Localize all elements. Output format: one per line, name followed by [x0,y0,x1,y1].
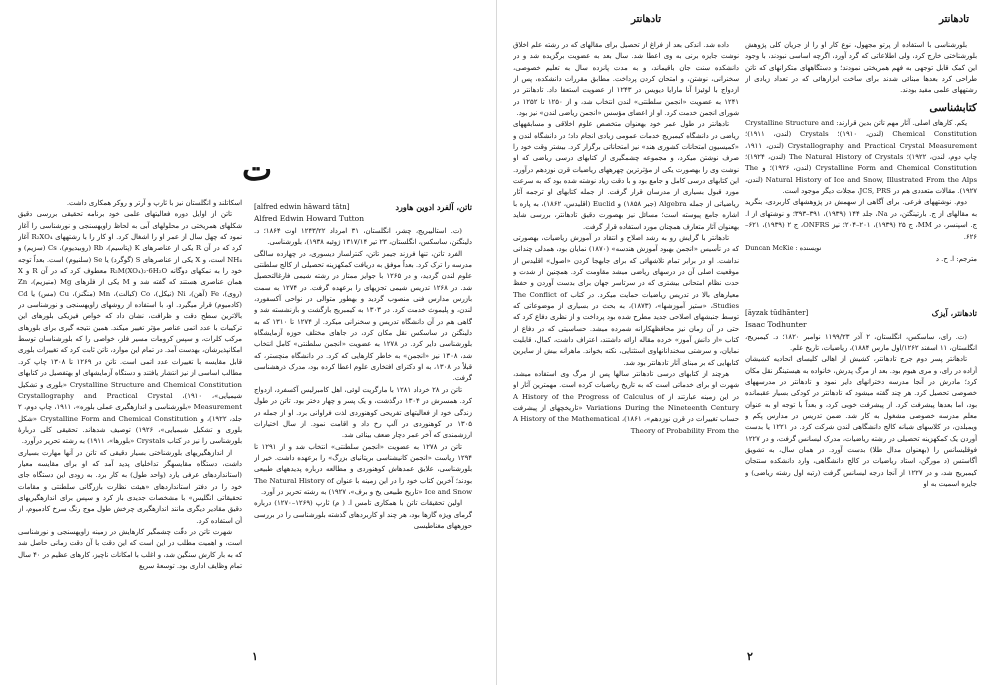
entry-transliteration: [āyzak tūdhānter] [745,308,809,317]
paragraph: تادهانتر در طول عمر خود بهعنوان متخصص علوم اخلاقی و مسابقههای ریاضی در دانشگاه کیمبریج خدمات عمومی زیادی انجام داد؛ در دانشگاه لندن و «کمیسیون امتحانات کشوری هند» نیز امتحاناتی برگزار کرد. بیشتر وقت خود را صرف نوشتن میکرد، و مجموعه چشمگیری از کتابهای درسی ریاضی که او نوشت وی را بهصورت یکی از مؤثرترین چهرههای ریاضیات قرن نوزدهم درآورد. این کتابهای درسی کامل و جامع بود و با دقت زیاد نوشته شده بود که به سرعت مورد قبول بسیاری از مدرسان قرار گرفت. از جمله کتابهای او ترجمه آثار ریاضیاتی از جمله Algebra (جبر ۱۸۵۸) و Euclid (اقلیدس، ۱۸۶۲)، به پاره با اشاره جامع پیوسته است؛ مسائل نیز بهصورت دقیق تادهانتر، بررسی شاید بهعنوان آثار متعارف همچنان مورد استفاده قرار گرفت. [513,120,739,231]
paragraph: تاتن در ۲۸ خرداد ۱۲۸۱ با مارگریت لوئی، اهل کامبرلیس آکسفرد، ازدواج کرد. همسرش در ۱۳۰۴ درگذشت، و یک پسر و چهار دختر بود. تاتن در طول زندگی خود از فعالیتهای تفریحی کوهنوردی لذت فراوانی برد. او از جمله در ۱۳۰۵ در کوهنوردی در آلپ رخ داد و اقامت نمود. از سال اختیارات ارزشمندی که آخر عمر دچار ضعف بینائی شد. [254,385,472,440]
left-page-col-right [254,198,472,648]
entry-header [254,202,472,226]
page-number: ۲ [747,650,753,663]
page-number: ۱ [252,650,258,663]
right-page-col2 [513,40,739,645]
paragraph: اسکاتلند و انگلستان نیز با ثارپ و آرتر و روکر همکاری داشت. [66,199,242,207]
running-head-outer: تادهانتر [939,14,969,25]
entry-english-name: Isaac Todhunter [745,319,807,329]
entry-transliteration: [alfred edwin hāward tātn] [254,203,350,211]
paragraph: از اندازهگیریهای بلورشناختی بسیار دقیقی که تاتن در آنها مهارت بسیاری داشت، دستگاه مقایسهگر تداخلیای پدید آمد که او برای مقایسه معیار (استانداردهای عرفی یارد (واحد طول) به کار برد. به زودی این دستگاه جای خود را در دفتر استانداردهای «هیئت نظارت بازرگانی سلطنتی و مقامات تحقیقاتی انگلیس» با مشخصات جدیدی باز کرد و سپس برای اندازهگیریهای دقیق مقادیر دیگری مانند اندازهگیری چرخش طول موج رنگ سرخ کادمیوم، از آن استفاده کرد. [18,448,242,525]
paragraph: اولین تحقیقات تاتن با همکاری تامس ا. ( م) ثارپ (۱۲۶۹–۱۲۷۰) درباره گرمای ویژه گازها بود، هر چند او کاربردهای گذشته بلورشناسی را در بررسی حوزههای مغناطیسی [254,499,472,530]
paragraph: تاتن از اوایل دوره فعالیتهای علمی خود برنامه تحقیقی بررسی دقیق شکلهای همریختی در محلولهای آبی به لحاظ زاویهسنجی و نورشناسی را آغاز نمود که چهل سال از عمر او را اشغال کرد. او کار را با رشتههای R₂XO₄ آغاز کرد که در آن R یکی از عناصرهای K (پتاسیم)، Rb (روبیدیوم)، Cs (سزیم) و NH₄ است، و X یکی از عناصرهای S (گوگرد) یا Se (سلنیوم) است. بعداً توجه خود را به نمکهای دوگانه R₂M(XO₄)₂·6H₂O معطوف کرد که در آن R و X همان عناصری هستند که گفته شد و M یکی از فلزهای Mg (منیزیم)، Zn (روی)، Fe (آهن)، Ni (نیکل)، Co (کبالت)، Mn (منگنز)، Cu (مس) یا Cd (کادمیوم) قرار میگیرد. او، با استفاده از روشهای زاویهسنجی و نورشناسی در بالاترین سطح دقت و ظرافت، نشان داد که خواص فیزیکی بلورهای این ترکیبات با عدد اتمی عناصر مؤثر تغییر میکند. همین نتیجه گیری برای بلورهای مرکب کلرات، و سپس کرومات مسیر فلز، خواصی را که بلورشناسان توسط امکانپذیرشان، بهدست آمد. در تمام این موارد، تاتن ثابت کرد که تغییرات بلوری قابل مقایسه با تغییرات عدد اتمی است. تاتن در ۱۲۶۹ تا ۱۳۰۸ چاپ کرد. مطالب اساسی از نیز انتشار یافتند و دستگاه آزمایشهای او بهتفصیل در کتابهای Crystalline Structure and Chemical Constitution «بلوری و تشکیل شیمیایی»، ۱۹۱۰)، Crystallography and Practical Crystal Measurement «بلورشناسی و اندازهگیری عملی بلوره»، ۱۹۱۱، چاپ دوم، ۲ جلد، ۱۹۲۲)، و Crystalline Form and Chemical Constitution «شکل بلوری و تشکیل شیمیایی»، ۱۹۲۶) توصیف شدهاند. تحقیقی کلی دربارهٔ بلورشناسی را نیز در کتاب Crystals «بلورها»، ۱۹۱۱) به رشته تحریر درآورد. [18,210,242,446]
running-head-inner: تادهانتر [631,14,661,25]
right-page [497,0,991,685]
bibliography-item: یکم. کارهای اصلی. آثار مهم تاتن بدین قرارند: Crystalline Structure and Chemical Constitution (لندن، ۱۹۱۰)؛ Crystals (لندن، ۱۹۱۱)؛ Crystallography and Practical Crystal Measurement (لندن، ۱۹۱۱، چاپ دوم، لندن، ۱۹۲۲)؛ The Natural History of Crystals (لندن، ۱۹۲۴)؛ Crystalline Form and Chemical Constitution (لندن، ۱۹۲۶)؛ و The Natural History of Ice and Snow, Illustrated From the Alps (لندن، ۱۹۲۷). مقالات متعددی هم در JCS, PRS، مجلات دیگر موجود است. [745,119,977,196]
left-page-col-left [18,198,242,648]
entry-title: تادهانتر، آیزک [931,307,977,318]
bibliography-title: کتابشناسی [929,101,977,114]
paragraph: (ت. استالیبریج، چشر، انگلستان، ۳۱ امرداد ۱۲۴۳/۲۲ اوت ۱۸۶۴؛ د. دلینگتن، ساسکس، انگلستان، ۲۳ تیر ۱۳۱۷/۱۴ ژوئیه ۱۹۳۸)، بلورشناسی. [254,227,472,247]
paragraph: شهرت تاتن در دقّت چشمگیر کارهایش در زمینه زاویهسنجی و نورشناسی است، و اهمیت مطلب در این است که این دقت با آن دقت زمانی حاصل شد که به بار کارش سنگین شد، و اغلب با امکانات ناچیز، کارهای عظیم در ۴۰ سال تمام وظایف اداری بود. توسعهٔ سریع [18,527,242,570]
paragraph: بلورشناسی با استفاده از پرتو مجهول، نوع کار او را از جریان کلی پژوهش بلورشناختی خارج کرد، ولی اطلاعاتی که گرد آورد، اگرچه اساسی نبودند، با وجود این کمک قابل توجهی به فهم همریختی نمودند؛ و دستگاههای متکرانهای که تاتن طراحی کرد بعدها مبنائی شدند برای ساخت ابزارهائی که در تعداد زیادی از رشتههای علمی مفید بودند. [745,41,977,95]
section-letter: ت [242,150,273,188]
paragraph: هرچند از کتابهای درسی تادهانتر سالها پس از مرگ وی استفاده میشد، شهرت او برای خدماتی است که به تاریخ ریاضیات کرده است. مهمترین آثار او در این زمینه عبارتند از A History of the Progress of Calculus of Variations During the Nineteenth Century «تاریخچهای از پیشرفت حساب تغییرات در قرن نوزدهم»، ۱۸۶۱)، A History of the Mathematical Theory of Probability From the [513,369,739,435]
paragraph: تادهانتر پسر دوم جرج تادهانتر، کشیش از اهالی کلیسای اتحادیه کشیشان آزاده در رای، و مری هیوم بود. بعد از مرگ پدرش، خانواده به هیستینگز نقل مکان کرد؛ مادرش در آنجا مدرسه دخترانهای دایر نمود و تادهانتر در مدرسههای خصوصی تحصیل کرد. هر چند گفته میشود که تادهانتر در کودکی بسیار عقبمانده بود، اما بعدها پیشرفت کرد. از پیشرفت خوبی کرد، و بعداً با توجه او به عنوان معلم مدرسه خصوصی مشغول به کار شد. ضمن تدریس در مدارس پکم و ویمبلدن، در کلاسهای شبانه کالج دانشگاهی لندن شرکت کرد. در ۱۲۲۱ یا بدست آوردن یک کمکهزینه تحصیلی در رشته ریاضیات، مدرک لیسانس گرفت، و در ۱۲۲۷ فوقلیسانس را (بهعنوان مدال طلا) بدست آورد. در همان سال، به تشویق آگاستس (د مورگن، استاد ریاضیات در کالج دانشگاهی، وارد دانشکده سنتجان کیمبریج شد، و در ۱۲۲۷ از آنجا درجه لیسانس گرفت (رتبه اول رشته ریاضی) و جایزه اسمیت به او [745,355,977,488]
entry-english-name: Alfred Edwin Howard Tutton [254,214,365,223]
paragraph: تادهانتر با گرایش رو به رشد اصلاح و انتقاد در آموزش ریاضیات، بهصورتی که در تأسیس «انجمن بهبود آموزش هندسه» (۱۸۷۰) نمایان بود، همدلی چندانی نداشت. او در برابر تمام تلاشهائی که برای جابهجا کردن «اصول» اقلیدس از موقعیت اصلی آن در درسهای ریاضی میشد مقاومت کرد. همچنین از شدت و حدت نظام امتحانی بیشتری که در سرتاسر جهان برای بدست آوردن و حفظ معیارهای بالا در تدریس ریاضیات حمایت میکرد. در کتاب The Conflict of Studies، «ستیز آموزشها»، (۱۸۷۳)، به بحث در بسیاری از موضوعاتی که توسط جنبشهای اصلاحی جدید مطرح شده بود پرداخت و از نظری دفاع کرد که حتی در آن زمان نیز محافظهکارانه شمرده میشد. حساسیتی که در دفاع از کتاب «از دانش آموز» خرده مقاله ارائه داشتند، اعتراف داشت، کمال، قابلیت نمایان، و سرشتی سخندانانهاوی استثنایی، نکته بخواند. ماهرانه بیش از سایرین کتابهایی که بر مبنای آثار تادهانتر بود شد. [513,233,739,367]
paragraph: داده شد. اندکی بعد از فراغ از تحصیل برای مقالهای که در رشته علم اخلاق نوشت جایزه برنی به وی اعطا شد. سال بعد به عضویت برگزیده شد و در دانشکده سنت جان باقیماند، و به مدت پانزده سال به تعلیم خصوصی، سخنرانی، نوشتن، و امتحان کردن پرداخت. مطابق مقررات دانشکده، پس از ازدواج با لوئیزا آنا مارایا دیویس در ۱۲۴۳ از عضویت استعفا داد. تادهانتر در ۱۲۴۱ به عضویت «انجمن سلطنتی» لندن انتخاب شد، و از ۱۲۵۰ تا ۱۲۵۲ در شورای انجمن خدمت کرد. او از اعضای مؤسس «انجمن ریاضی لندن» نیز بود. [513,41,739,118]
paragraph: (ت. رای، ساسکس، انگلستان، ۲ آذر ۱۱۹۹/۲۳ نوامبر ۱۸۲۰؛ د. کیمبریج، انگلستان، ۱۱ اسفند ۱۲۶۲/اول مارس ۱۸۸۴)، ریاضیات، تاریخ علم. [745,332,977,352]
translator-credit: مترجم: ا. ح. د [935,255,977,264]
author-credit: Duncan McKie : نویسنده [745,243,822,252]
bibliography-item: دوم. نوشتههای فرعی. برای آگاهی از سهمش در پژوهشهای کاربردی، بنگرید به مقالهای از ج. بارتینگتن، در Na، جلد ۱۴۴ (۱۹۳۹)، ۳۹۱–۳۹۳؛ و نوشتهای از ا. ج. اسپنسر، در MM، ج ۲۵ (۱۹۳۹)، ۲۰۱–۲۰۴؛ نیز ONFRS، ج ۲ (۱۹۳۹)، ۶۲۱–۶۲۶. [745,198,977,241]
entry-title: تاتن، آلفرد ادوین هاورد [395,202,472,212]
entry-header [745,308,977,332]
paragraph: تاتن در ۱۲۷۸ به عضویت «انجمن سلطنتی» انتخاب شد و از ۱۲۹۱ تا ۱۲۹۴ ریاست «انجمن کانیشناسی بریتانیای بزرگ» را برعهده داشت. خیر از بلورشناسی، علایق عمدهاش کوهنوردی و مطالعه درباره پدیدههای طبیعی بودند؛ آخرین کتاب خود را در این زمینه با عنوان The Natural History of Ice and Snow «تاریخ طبیعی یخ و برف»، ۱۹۲۷) به رشته تحریر در آورد. [254,442,472,496]
paragraph: الفرد تاتن، تنها فرزند جیمز تاتن، کنترلساز دیسوری، در چهارده سالگی مدرسه را ترک کرد. بعداً موفق به دریافت کمکهزینه تحصیلی از کالج سلطنتی علوم لندن گردید، و در ۱۲۶۵ با جوایز ممتاز در رشته شیمی فارغالتحصیل شد. در ۱۲۶۸ تدریس شیمی تجزیهای را برعهده گرفت. در ۱۲۷۴ به سمت بازرس مدارس فنی منصوب گردید و بهطور متوالی در نواحی آکسفورد، لندن، و پلیموث خدمت کرد. در ۱۳۰۳ به کیمبریج بازگشت و بازنشسته شد و گاهی هم در آن دانشگاه تدریس و سخنرانی میکرد. از ۱۲۷۴ تا ۱۳۱۰ که به دلینگتن در ساسکس نقل مکان کرد، در جاهای مختلف حوزه آزمایشگاه بلورشناسی دایر کرد. در ۱۲۷۸ به عضویت «انجمن سلطنتی» کامل انتخاب شد، ۱۳۰۸ نیز «انجمن» به خاطر کارهایی که کرد. در دانشگاه منچستر، که قبلاً در ۱۳۰۸، به او دکترای افتخاری علوم اعطا کرده بود، مدرک ذرهشناسی گرفت. [254,249,472,383]
right-page-col1 [745,40,977,645]
